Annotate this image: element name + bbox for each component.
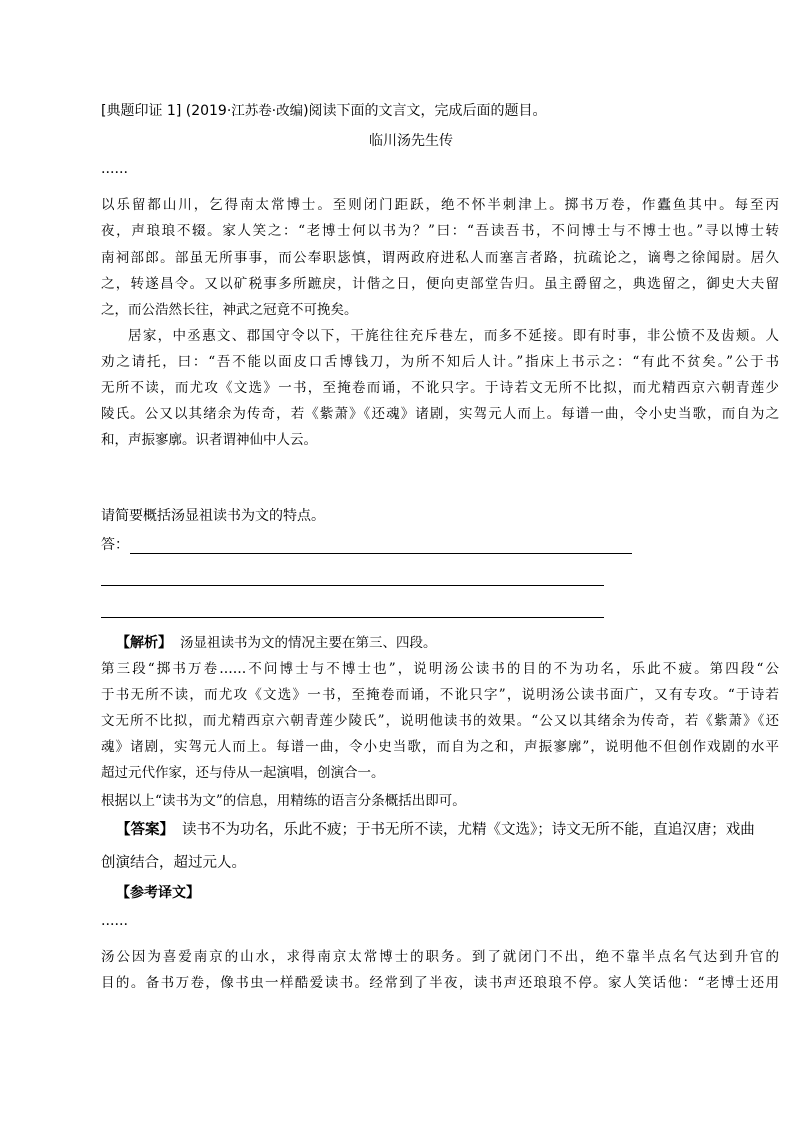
translation-ellipsis: …… bbox=[101, 913, 128, 929]
analysis-intro-line bbox=[116, 634, 437, 652]
passage-line: 之，而公浩然长往，神武之冠竟不可挽矣。 bbox=[101, 302, 358, 318]
passage-line: 南祠部郎。部虽无所事事，而公奉职毖慎，谓两政府进私人而塞言者路，抗疏论之，谪粤之徐闻尉。居久 bbox=[101, 250, 779, 266]
translation-label: 【参考译文】 bbox=[116, 885, 200, 901]
passage-line: 夜，声琅琅不辍。家人笑之：“老博士何以书为？”曰：“吾读吾书，不问博士与不博士也。”寻以博士转 bbox=[101, 223, 779, 239]
analysis-line: 于书无所不读，而尤攻《文选》一书，至掩卷而诵，不讹只字”，说明汤公读书面广，又有专攻。“于诗若 bbox=[101, 687, 779, 703]
passage-line: 和，声振寥廓。识者谓神仙中人云。 bbox=[101, 432, 317, 448]
question-header bbox=[101, 102, 547, 120]
answer-text-2: 创演结合，超过元人。 bbox=[101, 855, 246, 871]
passage-line: 劝之请托，曰：“吾不能以面皮口舌博钱刀，为所不知后人计。”指床上书示之：“有此不贫矣。”公于书 bbox=[101, 354, 779, 370]
answer-text-1: 读书不为功名，乐此不疲；于书无所不读，尤精《文选》；诗文无所不能，直追汉唐；戏曲 bbox=[182, 822, 755, 838]
passage-line: 无所不读，而尤攻《文选》一书，至掩卷而诵，不讹只字。于诗若文无所不比拟，而尤精西京六朝青莲少 bbox=[101, 380, 779, 396]
answer-label: 答： bbox=[101, 537, 129, 553]
passage-line: 以乐留都山川，乞得南太常博士。至则闭门距跃，绝不怀半刺津上。掷书万卷，作蠹鱼其中。每至丙 bbox=[101, 197, 779, 213]
answer-line-1 bbox=[116, 821, 755, 839]
analysis-label: 【解析】 bbox=[116, 635, 172, 651]
analysis-summary: 根据以上“读书为文”的信息，用精练的语言分条概括出即可。 bbox=[101, 793, 466, 809]
passage-line: 之，转遂昌令。又以矿税事多所蹠戾，计偕之日，便向吏部堂告归。虽主爵留之，典选留之，御史大夫留 bbox=[101, 276, 779, 292]
translation-line: 目的。备书万卷，像书虫一样酷爱读书。经常到了半夜，读书声还琅琅不停。家人笑话他：“老博士还用 bbox=[101, 975, 779, 991]
answer-line[interactable] bbox=[101, 617, 604, 618]
header-suffix: )阅读下面的文言文，完成后面的题目。 bbox=[303, 103, 547, 119]
passage-title: 临川汤先生传 bbox=[369, 133, 453, 149]
header-prefix: [典题印证 1] (2019· bbox=[101, 103, 232, 119]
passage-line: 陵氏。公又以其绪余为传奇，若《紫萧》《还魂》诸剧，实驾元人而上。每谱一曲，令小史当歌，而自为之 bbox=[101, 406, 779, 422]
analysis-intro: 汤显祖读书为文的情况主要在第三、四段。 bbox=[180, 635, 437, 651]
answer-line[interactable] bbox=[101, 585, 604, 586]
answer-line[interactable] bbox=[130, 553, 632, 554]
header-source: 江苏卷·改编 bbox=[231, 103, 304, 119]
analysis-line: 文无所不比拟，而尤精西京六朝青莲少陵氏”，说明他读书的效果。“公又以其绪余为传奇，若《紫萧》《还 bbox=[101, 713, 779, 729]
translation-line: 汤公因为喜爱南京的山水，求得南京太常博士的职务。到了就闭门不出，绝不靠半点名气达到升官的 bbox=[101, 949, 779, 965]
question-text: 请简要概括汤显祖读书为文的特点。 bbox=[101, 508, 325, 524]
passage-line: 居家，中丞惠文、郡国守令以下，干旄往往充斥巷左，而多不延接。即有时事，非公愤不及齿颊。人 bbox=[128, 328, 779, 344]
analysis-line: 第三段“掷书万卷……不问博士与不博士也”，说明汤公读书的目的不为功名，乐此不疲。第四段“公 bbox=[101, 661, 779, 677]
analysis-line: 超过元代作家，还与侍从一起演唱，创演合一。 bbox=[101, 765, 385, 781]
answer-label-tag: 【答案】 bbox=[116, 822, 174, 838]
analysis-line: 魂》诸剧，实驾元人而上。每谱一曲，令小史当歌，而自为之和，声振寥廓”，说明他不但创作戏剧的水平 bbox=[101, 739, 779, 755]
passage-ellipsis: …… bbox=[101, 161, 128, 177]
